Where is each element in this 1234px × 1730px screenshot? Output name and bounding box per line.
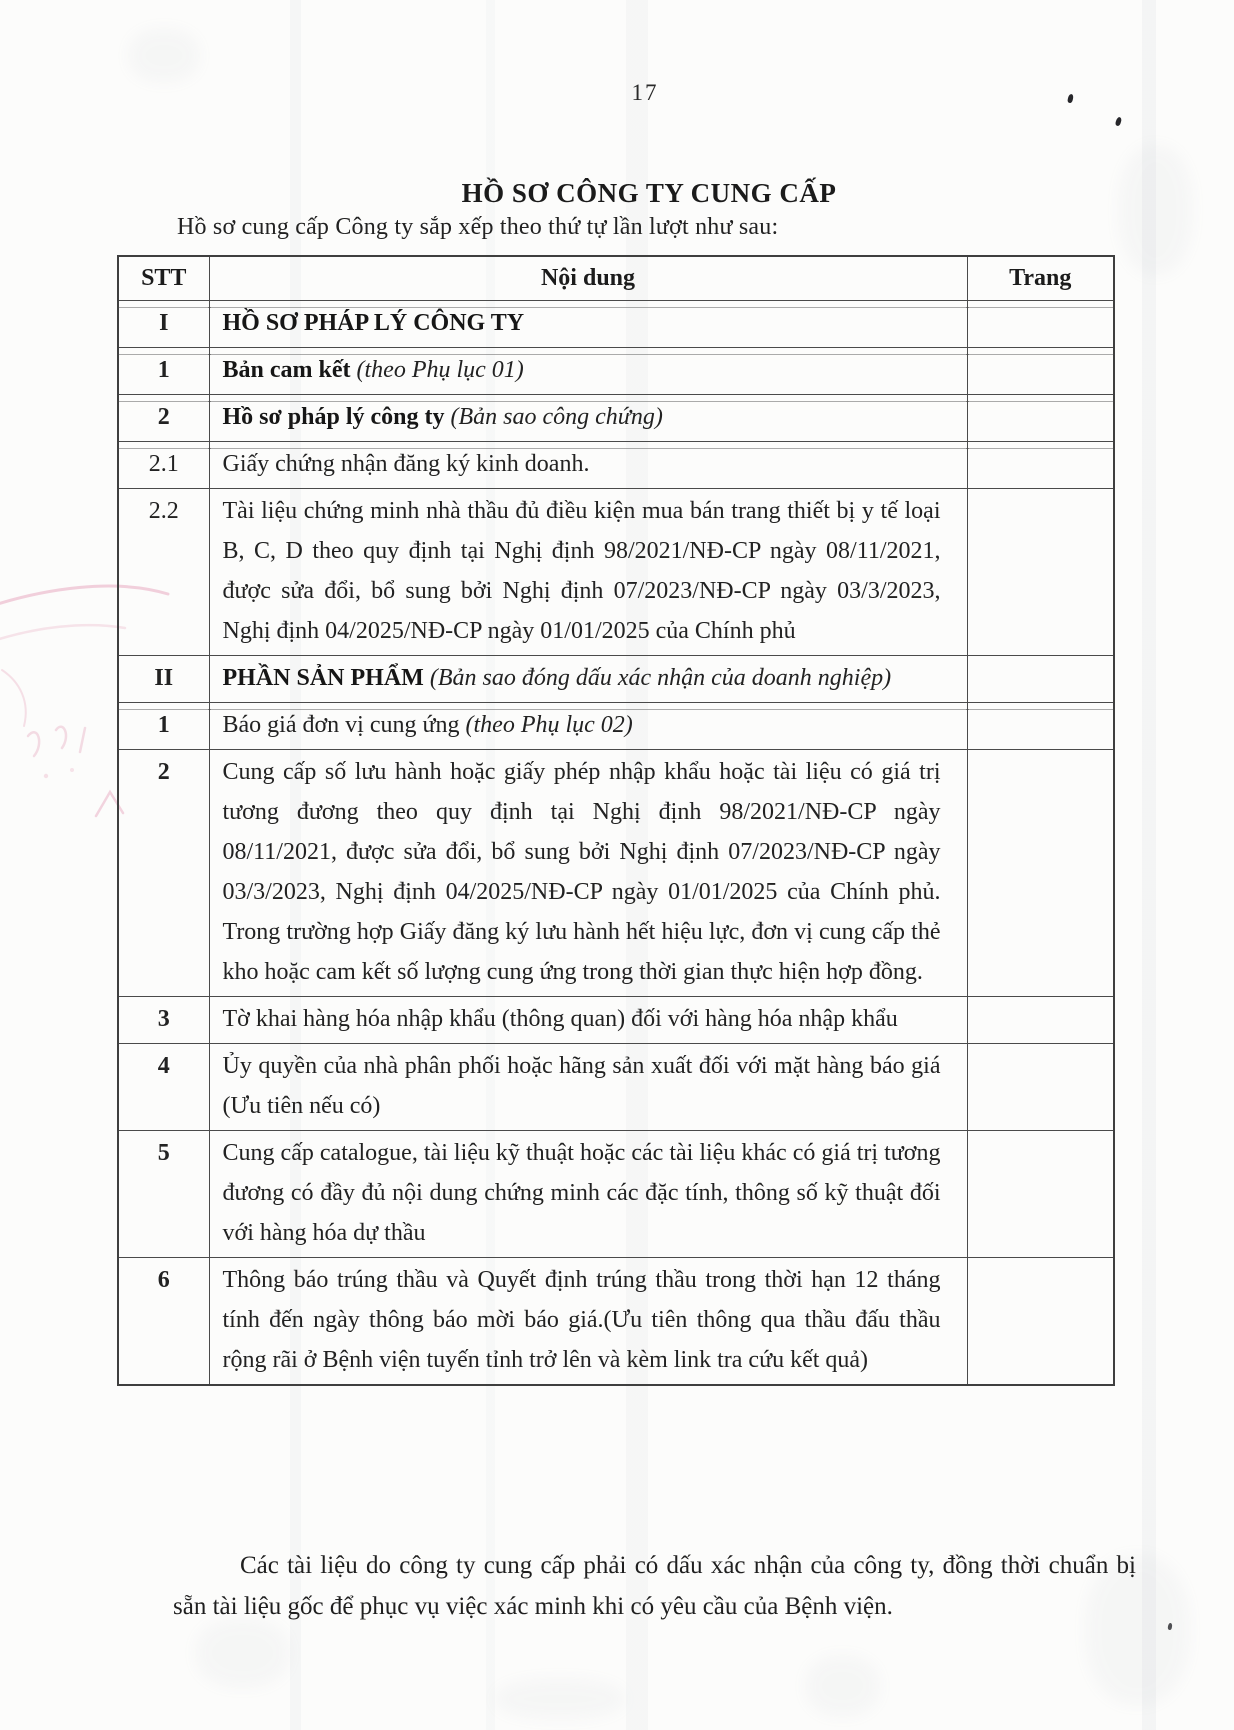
column-header-stt: STT: [118, 256, 209, 301]
text-segment: (Bản sao công chứng): [450, 404, 663, 430]
text-segment: Thông báo trúng thầu và Quyết định trúng thầu trong thời hạn 12 tháng tính đến ngày thông báo mời báo giá.(Ưu tiên thông qua thầu đấu thầu rộng rãi ở Bệnh viện tuyến tỉnh trở lên và kèm link tra cứu kết quả): [222, 1267, 941, 1373]
cell-trang: [967, 750, 1114, 997]
text-segment: (Bản sao đóng dấu xác nhận của doanh nghiệp): [429, 665, 892, 691]
text-segment: Tài liệu chứng minh nhà thầu đủ điều kiện mua bán trang thiết bị y tế loại B, C, D theo quy định tại Nghị định 98/2021/NĐ-CP ngày 08/11/2021, được sửa đổi, bổ sung bởi Nghị định 07/2023/NĐ-CP ngày 03/3/2023, Nghị định 04/2025/NĐ-CP ngày 01/01/2025 của Chính phủ: [222, 498, 941, 644]
cell-content: [209, 442, 967, 489]
scan-smudge: [495, 1678, 625, 1720]
column-header-noidung: Nội dung: [209, 256, 967, 301]
cell-stt: 1: [118, 348, 209, 395]
cell-content: [209, 703, 967, 750]
column-header-trang: Trang: [967, 256, 1114, 301]
cell-trang: [967, 1044, 1114, 1131]
cell-content: [209, 1131, 967, 1258]
cell-stt: 6: [118, 1258, 209, 1386]
table-row: [118, 997, 1114, 1044]
cell-trang: [967, 395, 1114, 442]
cell-stt: 2: [118, 750, 209, 997]
cell-stt: 2.2: [118, 489, 209, 656]
cell-content: [209, 301, 967, 348]
table-row: [118, 489, 1114, 656]
scan-smudge: [195, 1618, 290, 1688]
table-row: [118, 1131, 1114, 1258]
ink-speck: [1115, 116, 1123, 126]
cell-trang: [967, 1258, 1114, 1386]
text-segment: Hồ sơ pháp lý công ty: [222, 404, 451, 430]
table-row: [118, 442, 1114, 489]
documents-table: [117, 255, 1115, 1386]
cell-content: [209, 1258, 967, 1386]
text-segment: Ủy quyền của nhà phân phối hoặc hãng sản xuất đối với mặt hàng báo giá (Ưu tiên nếu có): [222, 1053, 941, 1119]
text-segment: Báo giá đơn vị cung ứng: [222, 712, 466, 738]
text-segment: (theo Phụ lục 01): [356, 357, 524, 383]
page-title: HỒ SƠ CÔNG TY CUNG CẤP: [461, 178, 837, 208]
cell-content: [209, 997, 967, 1044]
cell-content: [209, 489, 967, 656]
footer-note: Các tài liệu do công ty cung cấp phải có dấu xác nhận của công ty, đồng thời chuẩn bị sẵn tài liệu gốc để phục vụ việc xác minh khi có yêu cầu của Bệnh viện.: [173, 1552, 1136, 1620]
text-segment: Giấy chứng nhận đăng ký kinh doanh.: [222, 451, 590, 477]
cell-content: [209, 750, 967, 997]
scan-smudge: [1118, 145, 1193, 275]
text-segment: PHẦN SẢN PHẨM: [222, 665, 430, 691]
cell-trang: [967, 301, 1114, 348]
table-header-row: [118, 256, 1114, 301]
intro-line: Hồ sơ cung cấp Công ty sắp xếp theo thứ tự lần lượt như sau:: [177, 214, 779, 240]
cell-content: [209, 1044, 967, 1131]
cell-trang: [967, 703, 1114, 750]
page-number: 17: [631, 80, 659, 105]
text-segment: Cung cấp catalogue, tài liệu kỹ thuật hoặc các tài liệu khác có giá trị tương đương có đầy đủ nội dung chứng minh các đặc tính, thông số kỹ thuật đối với hàng hóa dự thầu: [222, 1140, 941, 1246]
cell-stt: 2: [118, 395, 209, 442]
table-row: [118, 703, 1114, 750]
text-segment: Tờ khai hàng hóa nhập khẩu (thông quan) đối với hàng hóa nhập khẩu: [222, 1006, 898, 1032]
cell-trang: [967, 656, 1114, 703]
cell-stt: II: [118, 656, 209, 703]
table-row: [118, 395, 1114, 442]
cell-stt: 4: [118, 1044, 209, 1131]
table-row: [118, 1258, 1114, 1386]
scan-smudge: [128, 28, 200, 83]
cell-trang: [967, 1131, 1114, 1258]
cell-content: [209, 348, 967, 395]
cell-content: [209, 395, 967, 442]
text-segment: Cung cấp số lưu hành hoặc giấy phép nhập khẩu hoặc tài liệu có giá trị tương đương theo quy định tại Nghị định 98/2021/NĐ-CP ngày 08/11/2021, được sửa đổi, bổ sung bởi Nghị định 07/2023/NĐ-CP ngày 03/3/2023, Nghị định 04/2025/NĐ-CP ngày 01/01/2025 của Chính phủ. Trong trường hợp Giấy đăng ký lưu hành hết hiệu lực, đơn vị cung cấp thẻ kho hoặc cam kết số lượng cung ứng trong thời gian thực hiện hợp đồng.: [222, 759, 941, 985]
table-row: [118, 301, 1114, 348]
text-segment: (theo Phụ lục 02): [465, 712, 633, 738]
cell-stt: 5: [118, 1131, 209, 1258]
cell-trang: [967, 348, 1114, 395]
cell-stt: I: [118, 301, 209, 348]
cell-trang: [967, 442, 1114, 489]
table-row: [118, 750, 1114, 997]
cell-trang: [967, 997, 1114, 1044]
cell-trang: [967, 489, 1114, 656]
cell-stt: 2.1: [118, 442, 209, 489]
table-row: [118, 656, 1114, 703]
table-row: [118, 1044, 1114, 1131]
cell-content: [209, 656, 967, 703]
table-row: [118, 348, 1114, 395]
text-segment: Bản cam kết: [222, 357, 357, 383]
cell-stt: 3: [118, 997, 209, 1044]
cell-stt: 1: [118, 703, 209, 750]
scan-smudge: [805, 1655, 880, 1717]
text-segment: HỒ SƠ PHÁP LÝ CÔNG TY: [222, 310, 525, 336]
